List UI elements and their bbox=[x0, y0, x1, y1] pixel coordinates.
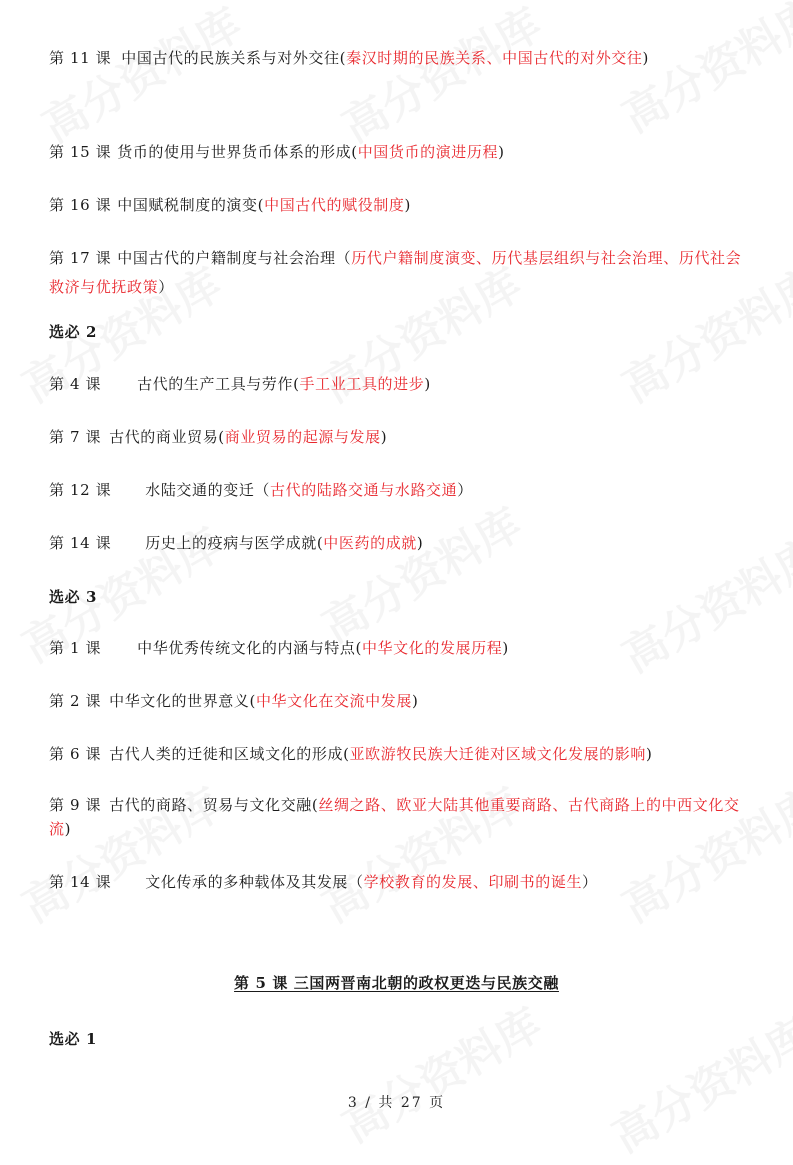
lesson-entry bbox=[49, 634, 747, 663]
lesson-entry bbox=[49, 244, 747, 302]
lesson-number: 第 6 课 bbox=[49, 745, 102, 763]
lesson-topic: 商业贸易的起源与发展 bbox=[224, 428, 381, 446]
lesson-number: 第 14 课 bbox=[49, 534, 112, 552]
lesson-number: 第 15 课 bbox=[49, 143, 112, 161]
lesson-topic: 历代户籍制度演变、历代基层组织与社会治理、历代社会救济与优抚政策 bbox=[49, 249, 742, 296]
lesson-topic: 手工业工具的进步 bbox=[299, 375, 425, 393]
lesson-close: ) bbox=[642, 49, 649, 67]
lesson-entry bbox=[49, 476, 747, 505]
watermark-2 bbox=[329, 0, 552, 155]
watermark-13 bbox=[329, 989, 552, 1154]
lesson-number: 第 4 课 bbox=[49, 375, 102, 393]
page-number: 3 / 共 27 页 bbox=[347, 1095, 446, 1111]
lesson-topic: 中华文化的发展历程 bbox=[361, 639, 503, 657]
lesson-title: 水陆交通的变迁（ bbox=[145, 481, 271, 499]
lesson-close: ) bbox=[502, 639, 509, 657]
lesson-number: 第 1 课 bbox=[49, 639, 102, 657]
lesson-number: 第 17 课 bbox=[49, 249, 112, 267]
lesson-entry bbox=[49, 529, 747, 558]
lesson-title: 中华优秀传统文化的内涵与特点( bbox=[137, 639, 362, 657]
lesson-title: 古代的商业贸易( bbox=[109, 428, 225, 446]
lesson-topic: 学校教育的发展、印刷书的诞生 bbox=[363, 873, 583, 891]
lesson-topic: 古代的陆路交通与水路交通 bbox=[270, 481, 458, 499]
lesson-entry bbox=[49, 423, 747, 452]
lesson-topic: 中华文化在交流中发展 bbox=[255, 692, 412, 710]
lesson-close: ） bbox=[158, 278, 174, 296]
lesson-title: 货币的使用与世界货币体系的形成( bbox=[117, 143, 358, 161]
lesson-entry bbox=[49, 687, 747, 716]
lesson-title: 古代人类的迁徙和区域文化的形成( bbox=[109, 745, 350, 763]
lesson-close: ) bbox=[645, 745, 653, 763]
lesson-close: ) bbox=[498, 143, 505, 161]
lesson-close: ） bbox=[457, 481, 473, 499]
lesson-title: 中国古代的民族关系与对外交往( bbox=[121, 49, 347, 67]
lesson-number: 第 11 课 bbox=[49, 49, 112, 67]
lesson-title: 文化传承的多种载体及其发展（ bbox=[145, 873, 364, 891]
lesson-entry bbox=[49, 191, 747, 220]
lesson-number: 第 12 课 bbox=[49, 481, 112, 499]
lesson-topic: 亚欧游牧民族大迁徙对区域文化发展的影响 bbox=[349, 745, 646, 763]
section-heading-xuanbi2: 选必 2 bbox=[49, 323, 98, 341]
lesson-topic: 秦汉时期的民族关系、中国古代的对外交往 bbox=[346, 49, 643, 67]
lesson-topic: 中国货币的演进历程 bbox=[357, 143, 499, 161]
lesson-number: 第 2 课 bbox=[49, 692, 102, 710]
lesson-title: 古代的生产工具与劳作( bbox=[137, 375, 300, 393]
lesson-title: 中国赋税制度的演变( bbox=[117, 196, 265, 214]
lesson-topic: 丝绸之路、欧亚大陆其他重要商路、古代商路上的中西文化交流 bbox=[49, 796, 740, 838]
watermark-1 bbox=[29, 0, 252, 155]
lesson-title: 历史上的疫病与医学成就( bbox=[145, 534, 324, 552]
lesson-close: ) bbox=[416, 534, 424, 552]
lesson-number: 第 14 课 bbox=[49, 873, 112, 891]
lesson-topic: 中国古代的赋役制度 bbox=[264, 196, 405, 214]
lesson-close: ) bbox=[404, 196, 411, 214]
section-heading-xuanbi1: 选必 1 bbox=[49, 1030, 98, 1048]
lesson-close: ） bbox=[582, 873, 598, 891]
lesson-close: ) bbox=[424, 375, 431, 393]
lesson-entry bbox=[49, 44, 747, 73]
section-title: 第 5 课 三国两晋南北朝的政权更迭与民族交融 bbox=[234, 974, 559, 992]
lesson-title: 中华文化的世界意义( bbox=[109, 692, 256, 710]
lesson-number: 第 9 课 bbox=[49, 796, 102, 814]
section-heading-xuanbi3: 选必 3 bbox=[49, 588, 98, 606]
lesson-entry bbox=[49, 868, 747, 897]
lesson-entry bbox=[49, 370, 747, 399]
lesson-entry bbox=[49, 138, 747, 167]
lesson-close: ) bbox=[380, 428, 388, 446]
lesson-topic: 中医药的成就 bbox=[323, 534, 417, 552]
lesson-title: 中国古代的户籍制度与社会治理（ bbox=[117, 249, 352, 267]
lesson-title: 古代的商路、贸易与文化交融( bbox=[109, 796, 319, 814]
lesson-number: 第 7 课 bbox=[49, 428, 102, 446]
watermark-8 bbox=[309, 489, 532, 654]
lesson-number: 第 16 课 bbox=[49, 196, 112, 214]
lesson-entry bbox=[49, 793, 747, 841]
lesson-close: ) bbox=[64, 820, 72, 838]
lesson-entry bbox=[49, 740, 747, 769]
lesson-close: ) bbox=[411, 692, 419, 710]
